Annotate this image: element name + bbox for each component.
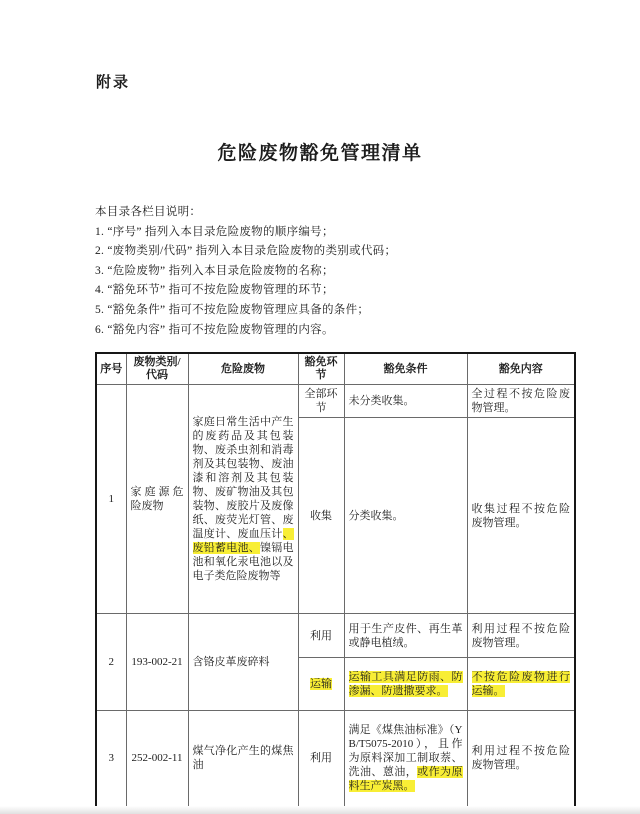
cell-r3-code: 252-002-11 <box>126 711 188 807</box>
cell-r2a-content: 利用过程不按危险废物管理。 <box>467 614 575 658</box>
r1-waste-highlighted-text: 、废铅蓄电池、 <box>192 528 294 554</box>
cell-r2-serial: 2 <box>96 614 126 711</box>
note-item-6: 6. “豁免内容” 指可不按危险废物管理的内容。 <box>95 323 334 336</box>
cell-r1-waste <box>188 385 298 614</box>
cell-r2a-stage: 利用 <box>298 614 344 658</box>
col-header-waste: 危险废物 <box>188 353 298 385</box>
exemption-table <box>95 352 576 808</box>
r2b-stage-highlighted-text: 运输 <box>310 678 332 690</box>
cell-r2b-condition <box>344 658 467 711</box>
cell-r2b-content <box>467 658 575 711</box>
col-header-stage: 豁免环节 <box>298 353 344 385</box>
cell-r1b-content: 收集过程不按危险废物管理。 <box>467 418 575 614</box>
appendix-label: 附录 <box>96 75 131 91</box>
r2b-content-highlighted-text: 不按危险废物进行运输。 <box>471 671 570 697</box>
note-item-4: 4. “豁免环节” 指可不按危险废物管理的环节； <box>95 284 334 297</box>
cell-r1-category: 家庭源危险废物 <box>126 385 188 614</box>
note-item-3: 3. “危险废物” 指列入本目录危险废物的名称； <box>95 264 334 277</box>
notes-heading: 本目录各栏目说明： <box>95 206 202 218</box>
cell-r2b-stage <box>298 658 344 711</box>
cell-r3-condition <box>344 711 467 807</box>
cell-r2-waste: 含铬皮革废碎料 <box>188 614 298 711</box>
page-bottom-shadow <box>0 806 640 814</box>
r1-waste-text-post: 镍镉电池和氧化汞电池以及电子类危险废物等 <box>192 542 294 582</box>
page-title: 危险废物豁免管理清单 <box>217 143 423 164</box>
table-row-3 <box>96 711 575 807</box>
cell-r1a-stage: 全部环节 <box>298 385 344 418</box>
notes-section <box>95 203 555 340</box>
cell-r2-code: 193-002-21 <box>126 614 188 711</box>
note-item-2: 2. “废物类别/代码” 指列入本目录危险废物的类别或代码； <box>95 245 397 258</box>
note-item-5: 5. “豁免条件” 指可不按危险废物管理应具备的条件； <box>95 303 370 316</box>
cell-r2a-condition: 用于生产皮件、再生革或静电植绒。 <box>344 614 467 658</box>
table-row-2a <box>96 614 575 658</box>
cell-r3-content: 利用过程不按危险废物管理。 <box>467 711 575 807</box>
col-header-content: 豁免内容 <box>467 353 575 385</box>
cell-r1b-condition: 分类收集。 <box>344 418 467 614</box>
col-header-condition: 豁免条件 <box>344 353 467 385</box>
cell-r1a-condition: 未分类收集。 <box>344 385 467 418</box>
cell-r3-stage: 利用 <box>298 711 344 807</box>
r1-waste-text-pre: 家庭日常生活中产生的废药品及其包装物、废杀虫剂和消毒剂及其包装物、废油漆和溶剂及其包装物、废矿物油及其包装物、废胶片及废像纸、废荧光灯管、废温度计、废血压计 <box>192 416 294 540</box>
col-header-category: 废物类别/代码 <box>126 353 188 385</box>
r2b-condition-highlighted-text: 运输工具满足防雨、防渗漏、防遗撒要求。 <box>348 671 463 697</box>
cell-r1-serial: 1 <box>96 385 126 614</box>
r3-condition-highlighted-text: 或作为原料生产炭黑。 <box>348 766 463 793</box>
cell-r3-waste: 煤气净化产生的煤焦油 <box>188 711 298 807</box>
cell-r1a-content: 全过程不按危险废物管理。 <box>467 385 575 418</box>
col-header-serial: 序号 <box>96 353 126 385</box>
table-row-1a <box>96 385 575 418</box>
r3-condition-text-pre: 满足《煤焦油标准》（YB/T5075-2010），且作为原料深加工制取萘、洗油、蒽油， <box>348 724 463 779</box>
cell-r3-serial: 3 <box>96 711 126 807</box>
header-row <box>96 353 575 385</box>
cell-r1b-stage: 收集 <box>298 418 344 614</box>
note-item-1: 1. “序号” 指列入本目录危险废物的顺序编号； <box>95 225 334 238</box>
